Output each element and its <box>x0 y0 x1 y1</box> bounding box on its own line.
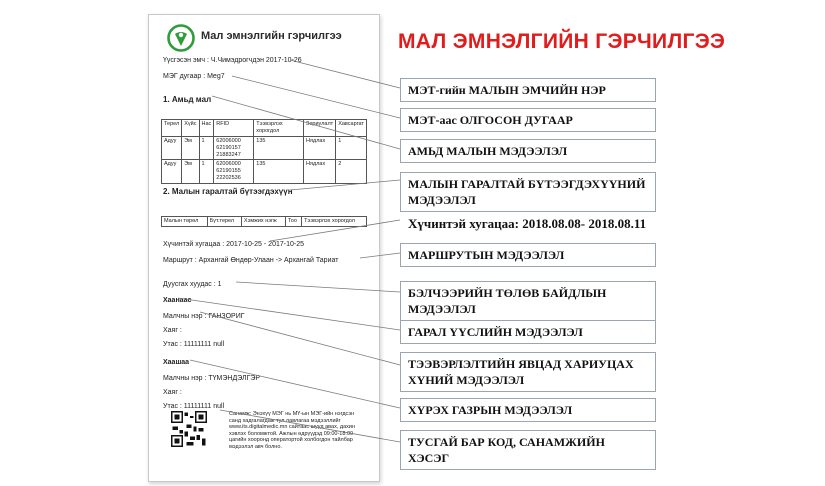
label-vet-name: МЭТ-гийн МАЛЫН ЭМЧИЙН НЭР <box>400 78 656 102</box>
table-header: Нас <box>199 120 214 137</box>
table-cell: 1 <box>199 136 214 160</box>
table-header: Зориулалт <box>304 120 336 137</box>
notice-text: Санамж: Энэхүү МЭГ нь МҮ-ын МЭГ-ийн нэгдсэн санд хадгалагдаж тул лавлагаа мэдээллийг www.its.digitalmedic.mn сайтаас шууд авах, дахин хэвлэх боломжтой. Ажлын өдрүүдэд 09:00-18:00 цагийн хооронд оператортой холбогдон тайлбар мэдээлэл авч болно. <box>229 411 356 450</box>
table-cell: Нядлах <box>304 136 336 160</box>
live-animals-table <box>161 119 367 184</box>
sender-name: Малчны нэр : ГАНЗОРИГ <box>163 313 245 320</box>
sender-address: Хаяг : <box>163 327 182 334</box>
label-pasture-status: БЭЛЧЭЭРИЙН ТӨЛӨВ БАЙДЛЫН МЭДЭЭЛЭЛ <box>400 281 656 321</box>
document-title: Мал эмнэлгийн гэрчилгээ <box>201 30 342 42</box>
veterinary-logo-icon <box>167 24 195 52</box>
sender-phone: Утас : 11111111 null <box>163 341 225 348</box>
sender-heading: Хаанаас <box>163 297 192 304</box>
table-row <box>162 160 367 184</box>
table-cell: 135 <box>254 136 304 160</box>
table-header: Бүт.терел <box>207 217 241 227</box>
route <box>163 257 338 266</box>
label-barcode-notice: ТУСГАЙ БАР КОД, САНАМЖИЙН ХЭСЭГ <box>400 430 656 470</box>
section-live-animals: 1. Амьд мал <box>163 95 212 104</box>
issued-by: Үүсгэсэн эмч : Ч.Чимэдрогчдэн 2017-10-26 <box>163 57 302 64</box>
label-destination: ХҮРЭХ ГАЗРЫН МЭДЭЭЛЭЛ <box>400 398 656 422</box>
table-cell: 1 <box>199 160 214 184</box>
table-header: Хүйс <box>182 120 199 137</box>
table-header: Малын төрөл <box>162 217 208 227</box>
table-header-row <box>162 120 367 137</box>
label-validity: Хүчинтэй хугацаа: 2018.08.08- 2018.08.11 <box>408 216 647 231</box>
table-cell: Нядлах <box>304 160 336 184</box>
table-row <box>162 136 367 160</box>
table-header: Тээвэрлэх хорогдол <box>254 120 304 137</box>
certificate-document <box>148 14 380 482</box>
table-cell: Адуу <box>162 136 182 160</box>
table-cell: 135 <box>254 160 304 184</box>
label-cert-number: МЭТ-аас ОЛГОСОН ДУГААР <box>400 108 656 132</box>
table-cell: Эм <box>182 160 199 184</box>
table-cell: Адуу <box>162 160 182 184</box>
label-route: МАРШРУТЫН МЭДЭЭЛЭЛ <box>400 243 656 267</box>
section-animal-products: 2. Малын гаралтай бүтээгдэхүүн <box>163 187 293 196</box>
table-header: Хэмжих нэгж <box>241 217 285 227</box>
receiver-address: Хаяг : <box>163 389 182 396</box>
table-header: Терел <box>162 120 182 137</box>
route-text: Маршрут : Архангай Өндөр-Улаан -> Архангай Тариат <box>163 257 339 264</box>
table-cell: 62006000 62190157 21883247 <box>214 136 254 160</box>
receiver-name: Малчны нэр : ТҮМЭНДЭЛГЭР <box>163 375 261 382</box>
qr-code-icon <box>171 411 207 447</box>
label-transport-responsible: ТЭЭВЭРЛЭЛТИЙН ЯВЦАД ХАРИУЦАХ ХҮНИЙ МЭДЭЭЛЭЛ <box>400 352 656 392</box>
table-cell: Эм <box>182 136 199 160</box>
animal-products-table <box>161 216 367 227</box>
table-cell: 1 <box>336 136 367 160</box>
page-title: МАЛ ЭМНЭЛГИЙН ГЭРЧИЛГЭЭ <box>398 30 726 53</box>
pasture-fee: Дуусгах хуудас : 1 <box>163 281 222 288</box>
label-live-animals: АМЬД МАЛЫН МЭДЭЭЛЭЛ <box>400 139 656 163</box>
label-origin: ГАРАЛ ҮҮСЛИЙН МЭДЭЭЛЭЛ <box>400 320 656 344</box>
table-header: RFID <box>214 120 254 137</box>
label-animal-products: МАЛЫН ГАРАЛТАЙ БҮТЭЭГДЭХҮҮНИЙ МЭДЭЭЛЭЛ <box>400 172 656 212</box>
table-header: Тоо <box>285 217 301 227</box>
receiver-heading: Хаашаа <box>163 359 190 366</box>
table-header-row <box>162 217 367 227</box>
table-cell: 2 <box>336 160 367 184</box>
validity-period: Хүчинтэй хугацаа : 2017-10-25 - 2017-10-25 <box>163 241 304 248</box>
table-header: Тээвэрлэх хорогдол <box>302 217 367 227</box>
table-header: Хавсаргат <box>336 120 367 137</box>
cert-number: МЭГ дугаар : Meg7 <box>163 73 225 80</box>
table-cell: 62006000 62190155 22202536 <box>214 160 254 184</box>
receiver-phone: Утас : 11111111 null <box>163 403 225 410</box>
